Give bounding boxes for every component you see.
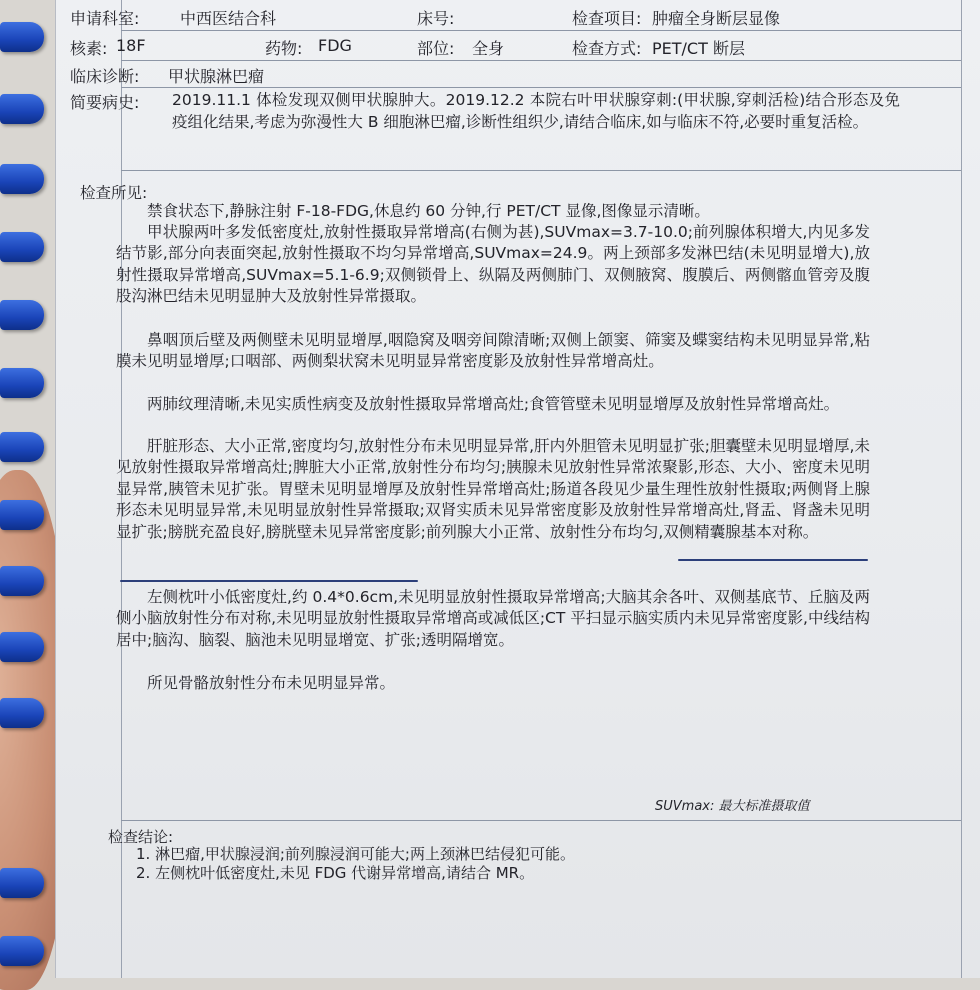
- site-value: 全身: [472, 39, 505, 58]
- binding-coil: [0, 300, 44, 330]
- binding-coil: [0, 164, 44, 194]
- binding-coil: [0, 368, 44, 398]
- findings-paragraph: 两肺纹理清晰,未见实质性病变及放射性摄取异常增高灶;食管管壁未见明显增厚及放射性异常增高灶。: [147, 395, 840, 413]
- history-text: 2019.11.1 体检发现双侧甲状腺肿大。2019.12.2 本院右叶甲状腺穿刺:(甲状腺,穿刺活检)结合形态及免疫组化结果,考虑为弥漫性大 B 细胞淋巴瘤,诊断性组织少,请结合临床,如与临床不符,必要时重复活检。: [172, 91, 900, 131]
- right-border: [961, 0, 962, 978]
- method-value: PET/CT 断层: [652, 39, 745, 58]
- findings-label: 检查所见:: [80, 184, 148, 202]
- divider: [121, 87, 961, 88]
- exam-item-value: 肿瘤全身断层显像: [652, 9, 781, 28]
- findings-paragraph: 所见骨骼放射性分布未见明显异常。: [147, 674, 396, 692]
- conclusion-label: 检查结论:: [108, 828, 174, 846]
- findings-paragraph: 肝脏形态、大小正常,密度均匀,放射性分布未见明显异常,肝内外胆管未见明显扩张;胆囊壁未见明显增厚,未见放射性摄取异常增高灶;脾脏大小正常,放射性分布均匀;胰腺未见放射性异常浓聚影,形态、大小、密度未见明显异常,胰管未见扩张。胃壁未见明显增厚及放射性异常增高灶;肠道各段见少量生理性放射性摄取;两侧肾上腺形态未见明显异常,未见明显放射性异常摄取;双肾实质未见异常密度影及放射性异常增高灶,肾盂、肾盏未见明显扩张;膀胱充盈良好,膀胱壁未见异常密度影;前列腺大小正常、放射性分布均匀,双侧精囊腺基本对称。: [116, 437, 870, 541]
- findings-paragraph: 左侧枕叶小低密度灶,约 0.4*0.6cm,未见明显放射性摄取异常增高;大脑其余各叶、双侧基底节、丘脑及两侧小脑放射性分布对称,未见明显放射性摄取异常增高或减低区;CT 平扫显示脑实质内未见异常密度影,中线结构居中;脑沟、脑裂、脑池未见明显增宽、扩张;透明隔增宽。: [116, 588, 870, 649]
- site-label: 部位:: [417, 39, 455, 58]
- ink-underline: [678, 559, 868, 561]
- conclusion-item: 1. 淋巴瘤,甲状腺浸润;前列腺浸润可能大;两上颈淋巴结侵犯可能。: [136, 845, 575, 863]
- nuclide-value: 18F: [116, 36, 146, 55]
- bed-label: 床号:: [417, 9, 455, 28]
- binding-coil: [0, 22, 44, 52]
- binding-coil: [0, 566, 44, 596]
- binding-coil: [0, 232, 44, 262]
- divider: [121, 170, 961, 171]
- divider: [121, 60, 961, 61]
- drug-value: FDG: [318, 36, 352, 55]
- findings-paragraph: 禁食状态下,静脉注射 F-18-FDG,休息约 60 分钟,行 PET/CT 显像,图像显示清晰。: [147, 202, 710, 220]
- history-label: 简要病史:: [70, 93, 140, 112]
- binding-coil: [0, 432, 44, 462]
- dept-label: 申请科室:: [70, 9, 140, 28]
- binding-coil: [0, 500, 44, 530]
- ink-underline: [120, 580, 418, 582]
- binding-coil: [0, 94, 44, 124]
- binding-coil: [0, 698, 44, 728]
- conclusion-item: 2. 左侧枕叶低密度灶,未见 FDG 代谢异常增高,请结合 MR。: [136, 864, 535, 882]
- drug-label: 药物:: [265, 39, 303, 58]
- nuclide-label: 核素:: [70, 39, 108, 58]
- binding-coil: [0, 632, 44, 662]
- binding-coil: [0, 936, 44, 966]
- findings-paragraph: 甲状腺两叶多发低密度灶,放射性摄取异常增高(右侧为甚),SUVmax=3.7-10.0;前列腺体积增大,内见多发结节影,部分向表面突起,放射性摄取不均匀异常增高,SUVmax=24.9。两上颈部多发淋巴结(未见明显增大),放射性摄取异常增高,SUVmax=5.1-6.9;双侧锁骨上、纵隔及两侧肺门、双侧腋窝、腹膜后、两侧髂血管旁及腹股沟淋巴结未见明显肿大及放射性异常摄取。: [116, 223, 870, 306]
- divider: [121, 30, 961, 31]
- method-label: 检查方式:: [572, 39, 642, 58]
- diagnosis-value: 甲状腺淋巴瘤: [168, 67, 265, 86]
- diagnosis-label: 临床诊断:: [70, 67, 140, 86]
- divider: [121, 820, 961, 821]
- dept-value: 中西医结合科: [180, 9, 277, 28]
- findings-paragraph: 鼻咽顶后壁及两侧壁未见明显增厚,咽隐窝及咽旁间隙清晰;双侧上颌窦、筛窦及蝶窦结构未见明显异常,粘膜未见明显增厚;口咽部、两侧梨状窝未见明显异常密度影及放射性异常增高灶。: [116, 331, 870, 371]
- binding-coil: [0, 868, 44, 898]
- exam-item-label: 检查项目:: [572, 9, 642, 28]
- spiral-binding: [0, 0, 70, 978]
- suvmax-footnote: SUVmax: 最大标准摄取值: [655, 799, 810, 814]
